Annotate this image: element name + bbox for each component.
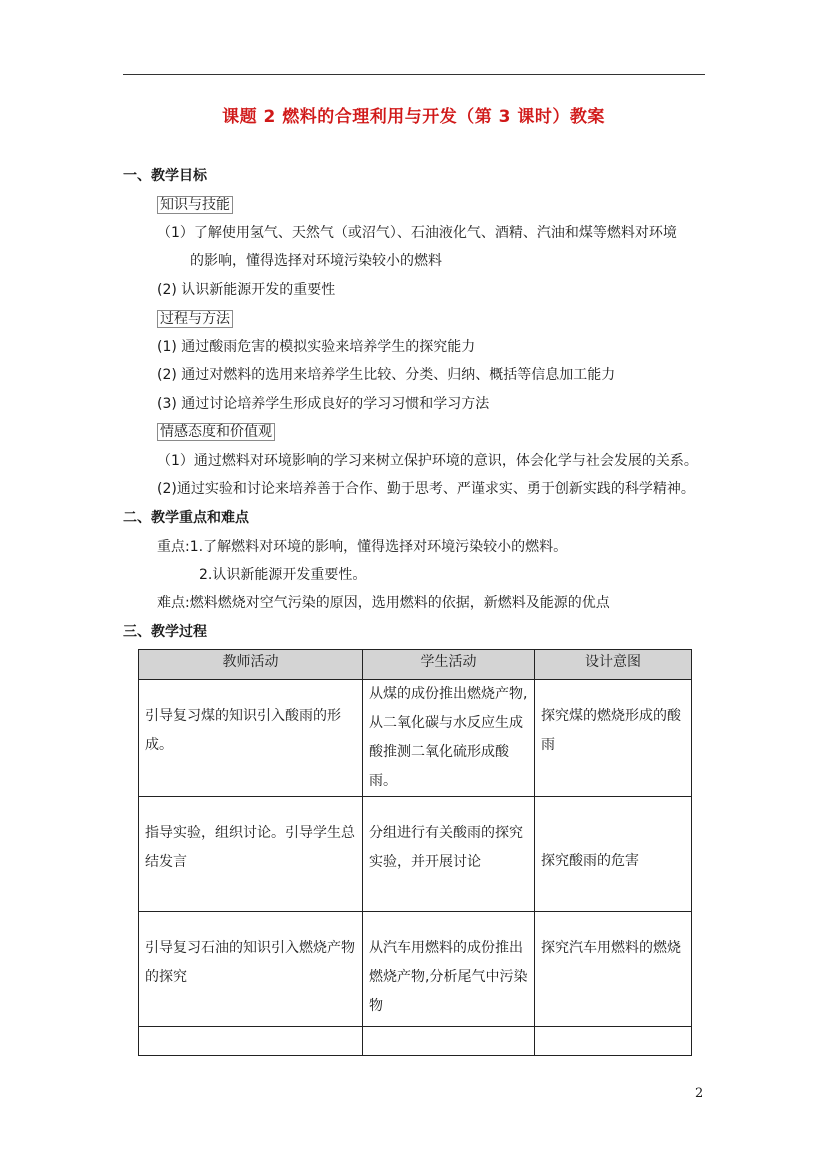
process-item-3: (3) 通过讨论培养学生形成良好的学习习惯和学习方法 bbox=[157, 396, 490, 412]
process-item-2: (2) 通过对燃料的选用来培养学生比较、分类、归纳、概括等信息加工能力 bbox=[157, 367, 616, 383]
table-row bbox=[139, 797, 692, 912]
section-heading-key-points: 二、教学重点和难点 bbox=[123, 510, 249, 526]
cell-teacher: 引导复习煤的知识引入酸雨的形成。 bbox=[139, 680, 363, 797]
cell-teacher: 引导复习石油的知识引入燃烧产物的探究 bbox=[139, 912, 363, 1027]
document-title: 课题 2 燃料的合理利用与开发（第 3 课时）教案 bbox=[222, 107, 605, 127]
table-row bbox=[139, 1027, 692, 1056]
objective-item-1a: （1）了解使用氢气、天然气（或沼气）、石油液化气、酒精、汽油和煤等燃料对环境 bbox=[157, 225, 677, 241]
attitude-item-1: （1）通过燃料对环境影响的学习来树立保护环境的意识，体会化学与社会发展的关系。 bbox=[157, 453, 698, 469]
cell-intent: 探究酸雨的危害 bbox=[535, 797, 692, 912]
table-header-row bbox=[139, 650, 692, 680]
column-header-student: 学生活动 bbox=[363, 650, 535, 680]
attitude-item-2: (2)通过实验和讨论来培养善于合作、勤于思考、严谨求实、勇于创新实践的科学精神。 bbox=[157, 481, 695, 497]
subheading-knowledge-skills: 知识与技能 bbox=[157, 196, 233, 214]
cell-intent bbox=[535, 1027, 692, 1056]
cell-teacher: 指导实验，组织讨论。引导学生总结发言 bbox=[139, 797, 363, 912]
header-rule bbox=[123, 74, 705, 75]
column-header-teacher: 教师活动 bbox=[139, 650, 363, 680]
column-header-intent: 设计意图 bbox=[535, 650, 692, 680]
cell-student: 从汽车用燃料的成份推出燃烧产物,分析尾气中污染物 bbox=[363, 912, 535, 1027]
key-point-2: 2.认识新能源开发重要性。 bbox=[199, 567, 367, 583]
cell-student: 从煤的成份推出燃烧产物,从二氧化碳与水反应生成酸推测二氧化硫形成酸雨。 bbox=[363, 680, 535, 797]
objective-item-2: (2) 认识新能源开发的重要性 bbox=[157, 282, 336, 298]
table-row bbox=[139, 912, 692, 1027]
section-heading-process: 三、教学过程 bbox=[123, 624, 207, 640]
teaching-process-table bbox=[138, 649, 692, 1056]
objective-item-1b: 的影响，懂得选择对环境污染较小的燃料 bbox=[190, 253, 442, 269]
subheading-process-method: 过程与方法 bbox=[157, 310, 233, 328]
difficulty-point: 难点:燃料燃烧对空气污染的原因，选用燃料的依据，新燃料及能源的优点 bbox=[157, 595, 610, 611]
page-number: 2 bbox=[695, 1086, 704, 1101]
cell-student: 分组进行有关酸雨的探究实验，并开展讨论 bbox=[363, 797, 535, 912]
section-heading-objectives: 一、教学目标 bbox=[123, 168, 207, 184]
cell-intent: 探究煤的燃烧形成的酸雨 bbox=[535, 680, 692, 797]
process-item-1: (1) 通过酸雨危害的模拟实验来培养学生的探究能力 bbox=[157, 339, 476, 355]
cell-student bbox=[363, 1027, 535, 1056]
cell-teacher bbox=[139, 1027, 363, 1056]
key-point-1: 重点:1.了解燃料对环境的影响，懂得选择对环境污染较小的燃料。 bbox=[157, 539, 568, 555]
subheading-attitude-values: 情感态度和价值观 bbox=[157, 423, 275, 441]
table-row bbox=[139, 680, 692, 797]
cell-intent: 探究汽车用燃料的燃烧 bbox=[535, 912, 692, 1027]
